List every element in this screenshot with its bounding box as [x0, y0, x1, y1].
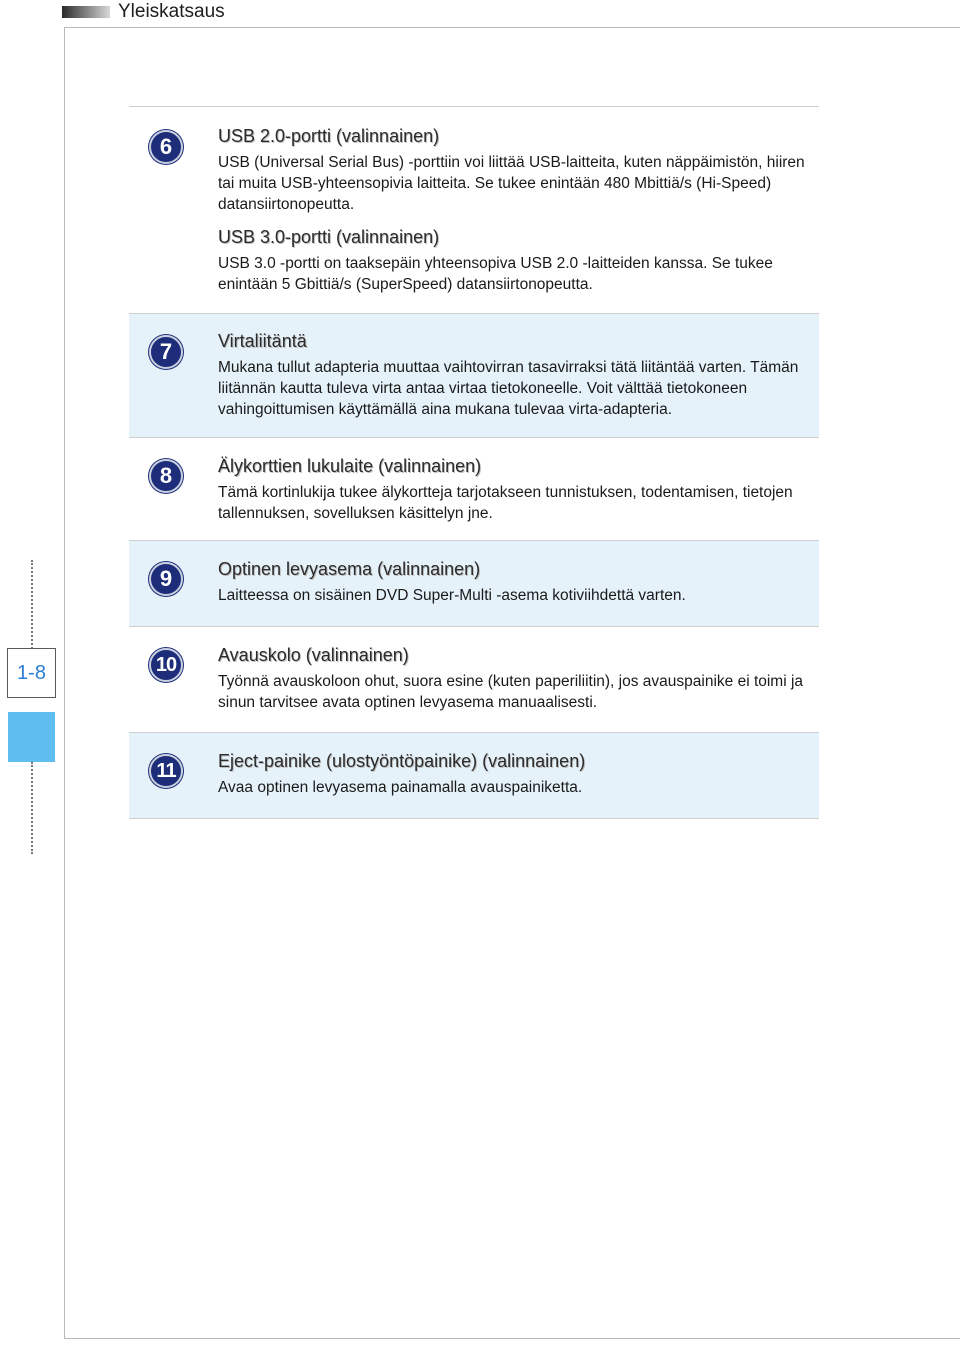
- side-dotted-line-bottom: [31, 762, 33, 854]
- feature-section-usb: [129, 107, 819, 314]
- section-text: Tämä kortinlukija tukee älykortteja tarjotakseen tunnistuksen, todentamisen, tietojen tallennuksen, sovelluksen käsittelyn jne.: [218, 484, 793, 522]
- section-number-badge: 6: [149, 130, 183, 164]
- section-number-badge: 10: [149, 648, 183, 682]
- section-content: [218, 749, 811, 798]
- frame-bottom-rule: [64, 1338, 960, 1339]
- section-number-badge: 8: [149, 459, 183, 493]
- section-title: Virtaliitäntä: [218, 331, 307, 351]
- section-text: Avaa optinen levyasema painamalla avauspainiketta.: [218, 779, 583, 796]
- section-title: Optinen levyasema (valinnainen): [218, 559, 481, 579]
- feature-section-optical-drive: [129, 541, 819, 627]
- section-content: [218, 454, 811, 524]
- section-number-badge: 7: [149, 335, 183, 369]
- section-number-badge: 11: [149, 754, 183, 788]
- section-title: USB 2.0-portti (valinnainen): [218, 126, 440, 146]
- section-content: [218, 557, 811, 606]
- feature-section-smartcard: [129, 438, 819, 541]
- feature-list: [129, 106, 819, 819]
- section-text: Mukana tullut adapteria muuttaa vaihtovirran tasavirraksi tätä liitäntää varten. Tämän liitännän kautta tuleva virta antaa virtaa tietokoneelle. Voit välttää tietokoneen vahingoittumisen käyttämällä aina mukana tulevaa virta-adapteria.: [218, 359, 799, 418]
- page-number: 1-8: [7, 648, 56, 698]
- frame-left-rule: [64, 27, 65, 1339]
- feature-section-power: [129, 314, 819, 438]
- page-number-accent: [8, 712, 55, 762]
- section-content: [218, 124, 811, 295]
- section-subtext: USB 3.0 -portti on taaksepäin yhteensopiva USB 2.0 -laitteiden kanssa. Se tukee enintään 5 Gbittiä/s (SuperSpeed) datansiirtonopeutta.: [218, 255, 773, 293]
- feature-section-eject-hole: [129, 627, 819, 733]
- page-title: Yleiskatsaus: [118, 1, 225, 22]
- section-title: Eject-painike (ulostyöntöpainike) (valinnainen): [218, 751, 586, 771]
- section-text: USB (Universal Serial Bus) -porttiin voi liittää USB-laitteita, kuten näppäimistön, hiiren tai muita USB-yhteensopivia laitteita. Se tukee enintään 480 Mbittiä/s (Hi-Speed) datansiirtonopeutta.: [218, 154, 805, 213]
- section-text: Laitteessa on sisäinen DVD Super-Multi -asema kotiviihdettä varten.: [218, 587, 686, 604]
- section-number-badge: 9: [149, 562, 183, 596]
- section-text: Työnnä avauskoloon ohut, suora esine (kuten paperiliitin), jos avauspainike ei toimi ja sinun tarvitsee avata optinen levyasema manuaalisesti.: [218, 673, 804, 711]
- frame-top-rule: [64, 27, 960, 28]
- section-content: [218, 643, 811, 713]
- feature-section-eject-button: [129, 733, 819, 819]
- header-accent-bar: [62, 6, 110, 18]
- section-content: [218, 329, 811, 420]
- section-title: Älykorttien lukulaite (valinnainen): [218, 456, 482, 476]
- section-subtitle: USB 3.0-portti (valinnainen): [218, 227, 440, 247]
- section-title: Avauskolo (valinnainen): [218, 645, 409, 665]
- side-dotted-line-top: [31, 560, 33, 652]
